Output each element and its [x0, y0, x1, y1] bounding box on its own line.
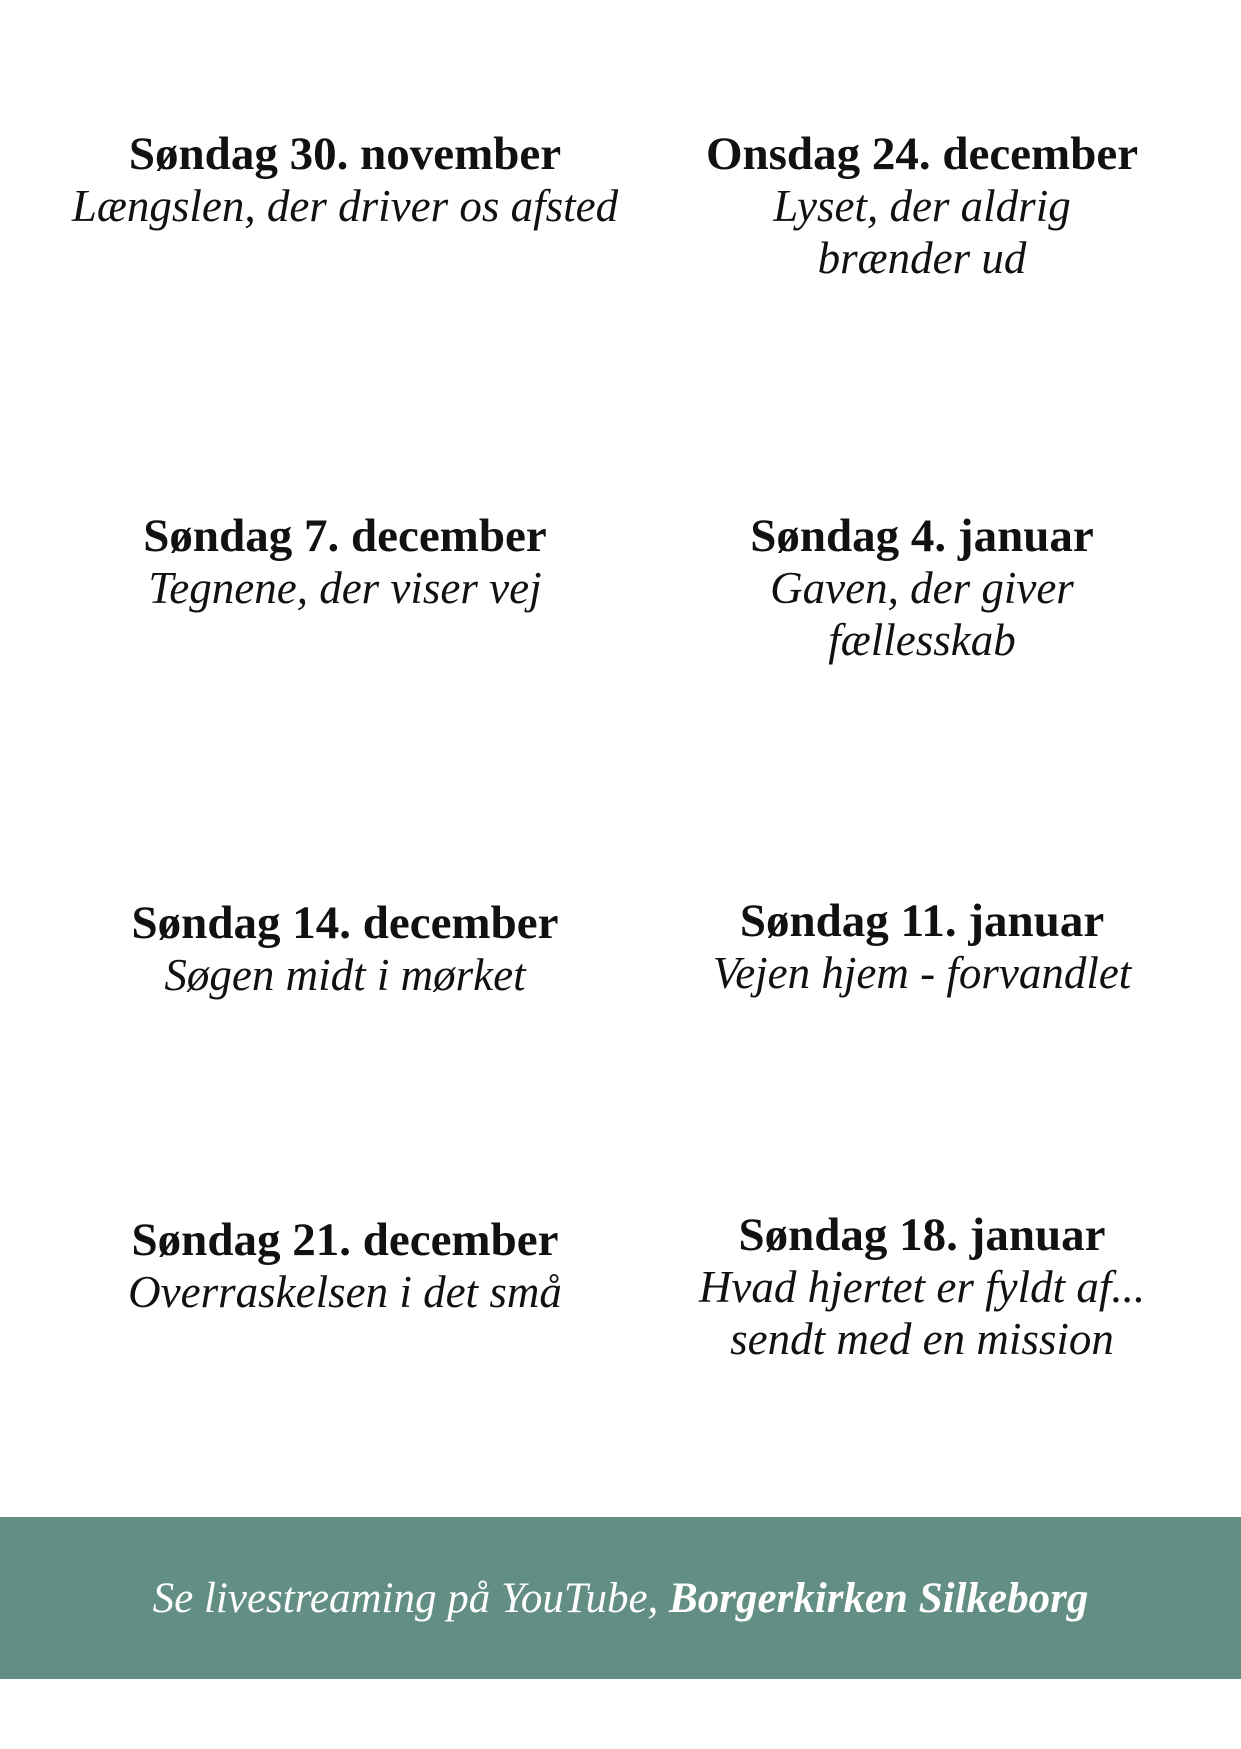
entry-date: Søndag 18. januar [738, 1209, 1106, 1261]
entry-date: Søndag 7. december [143, 510, 547, 562]
entry-date: Søndag 11. januar [739, 895, 1105, 947]
entry-theme: Hvad hjertet er fyldt af... sendt med en mission [698, 1262, 1146, 1364]
church-name: Borgerkirken Silkeborg [669, 1574, 1089, 1622]
entry-theme: Tegnene, der viser vej [148, 563, 542, 613]
entry-date: Søndag 14. december [131, 897, 559, 949]
entry-date: Onsdag 24. december [705, 128, 1139, 180]
schedule-entry [642, 510, 1202, 666]
entry-theme: Lyset, der aldrig brænder ud [773, 181, 1071, 283]
schedule-entry [642, 128, 1202, 284]
entry-theme: Gaven, der giver fællesskab [770, 563, 1074, 665]
entry-theme: Længslen, der driver os afsted [71, 181, 619, 231]
livestream-banner [0, 1517, 1241, 1679]
schedule-entry [642, 895, 1202, 999]
entry-date: Søndag 21. december [131, 1214, 559, 1266]
entry-date: Søndag 30. november [128, 128, 562, 180]
entry-theme: Overraskelsen i det små [128, 1267, 562, 1317]
entry-theme: Søgen midt i mørket [164, 950, 526, 1000]
entry-date: Søndag 4. januar [750, 510, 1094, 562]
schedule-entry [65, 897, 625, 1001]
schedule-entry [642, 1209, 1202, 1365]
schedule-entry [65, 1214, 625, 1318]
entry-theme: Vejen hjem - forvandlet [712, 948, 1132, 998]
livestream-text: Se livestreaming på YouTube, [152, 1574, 659, 1622]
schedule-entry [65, 510, 625, 614]
schedule-entry [65, 128, 625, 232]
